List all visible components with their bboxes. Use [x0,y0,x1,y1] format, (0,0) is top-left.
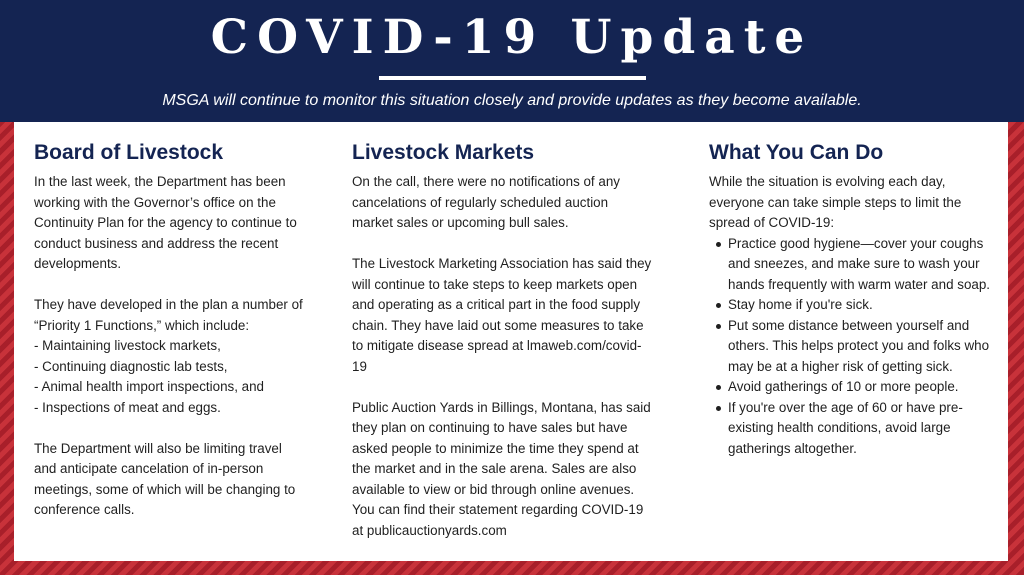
tip-item: Avoid gatherings of 10 or more people. [709,377,994,398]
body-line: 19 [352,358,367,374]
body-line: - Inspections of meat and eggs. [34,399,221,415]
body-line: the market and in the sale arena. Sales are also [352,461,637,476]
body-line: You can find their statement regarding COVID-19 [352,502,644,517]
body-line: conduct business and address the recent [34,235,279,251]
header-banner [0,0,1024,122]
body-line: - Continuing diagnostic lab tests, [34,358,228,374]
body-line: conference calls. [34,502,135,517]
title-underline [379,76,646,80]
body-line: - Maintaining livestock markets, [34,338,221,353]
body-line: Continuity Plan for the agency to continue to [34,215,297,230]
body-line: developments. [34,256,122,271]
column-heading: Board of Livestock [34,141,224,164]
body-line: The Livestock Marketing Association has said they [352,256,652,271]
content-panel [14,122,1008,561]
paragraph-gap [352,377,672,398]
body-line: available to view or bid through online avenues. [352,481,635,497]
body-line: at publicauctionyards.com [352,522,507,538]
column-heading: Livestock Markets [352,141,535,164]
column-body [34,172,330,521]
body-line: and operating as a critical part in the food supply [352,297,641,312]
body-line: cancelations of regularly scheduled auction [352,194,609,210]
tips-list [709,234,994,460]
body-line: and anticipate cancelation of in-person [34,461,264,476]
body-line: “Priority 1 Functions,” which include: [34,317,250,333]
paragraph-gap [352,234,672,255]
body-line: will continue to take steps to keep markets open [352,276,638,292]
body-line: In the last week, the Department has been [34,174,286,189]
tip-item: If you're over the age of 60 or have pre-existing health conditions, avoid large gatherings altogether. [709,398,994,460]
body-line: While the situation is evolving each day, [709,174,946,189]
body-line: They have developed in the plan a number of [34,297,303,312]
column-intro [709,172,994,234]
body-line: everyone can take simple steps to limit the [709,194,962,210]
body-line: On the call, there were no notifications of any [352,174,620,189]
body-line: Public Auction Yards in Billings, Montana, has said [352,399,651,415]
body-line: - Animal health import inspections, and [34,379,264,394]
body-line: spread of COVID-19: [709,215,835,230]
tip-item: Practice good hygiene—cover your coughs and sneezes, and make sure to wash your hands frequently with warm water and soap. [709,234,994,296]
paragraph-gap [34,275,330,296]
tip-item: Put some distance between yourself and others. This helps protect you and folks who may be at a higher risk of getting sick. [709,316,994,378]
column-what-you-can-do [709,138,994,459]
column-livestock-markets [352,138,672,541]
body-line: The Department will also be limiting travel [34,440,282,456]
body-line: meetings, some of which will be changing to [34,481,296,497]
paragraph-gap [34,418,330,439]
body-line: chain. They have laid out some measures to take [352,317,644,333]
tip-item: Stay home if you're sick. [709,295,994,316]
body-line: asked people to minimize the time they spend at [352,440,639,456]
page-title: COVID-19 Update [210,10,814,65]
body-line: they plan on continuing to have sales but have [352,420,628,435]
column-board-of-livestock [34,138,330,521]
page-subtitle: MSGA will continue to monitor this situation closely and provide updates as they become available. [162,92,862,109]
body-line: market sales or upcoming bull sales. [352,215,569,230]
column-body [352,172,672,541]
body-line: working with the Governor’s office on the [34,194,276,210]
column-heading: What You Can Do [709,141,884,164]
body-line: to mitigate disease spread at lmaweb.com/covid- [352,338,642,353]
